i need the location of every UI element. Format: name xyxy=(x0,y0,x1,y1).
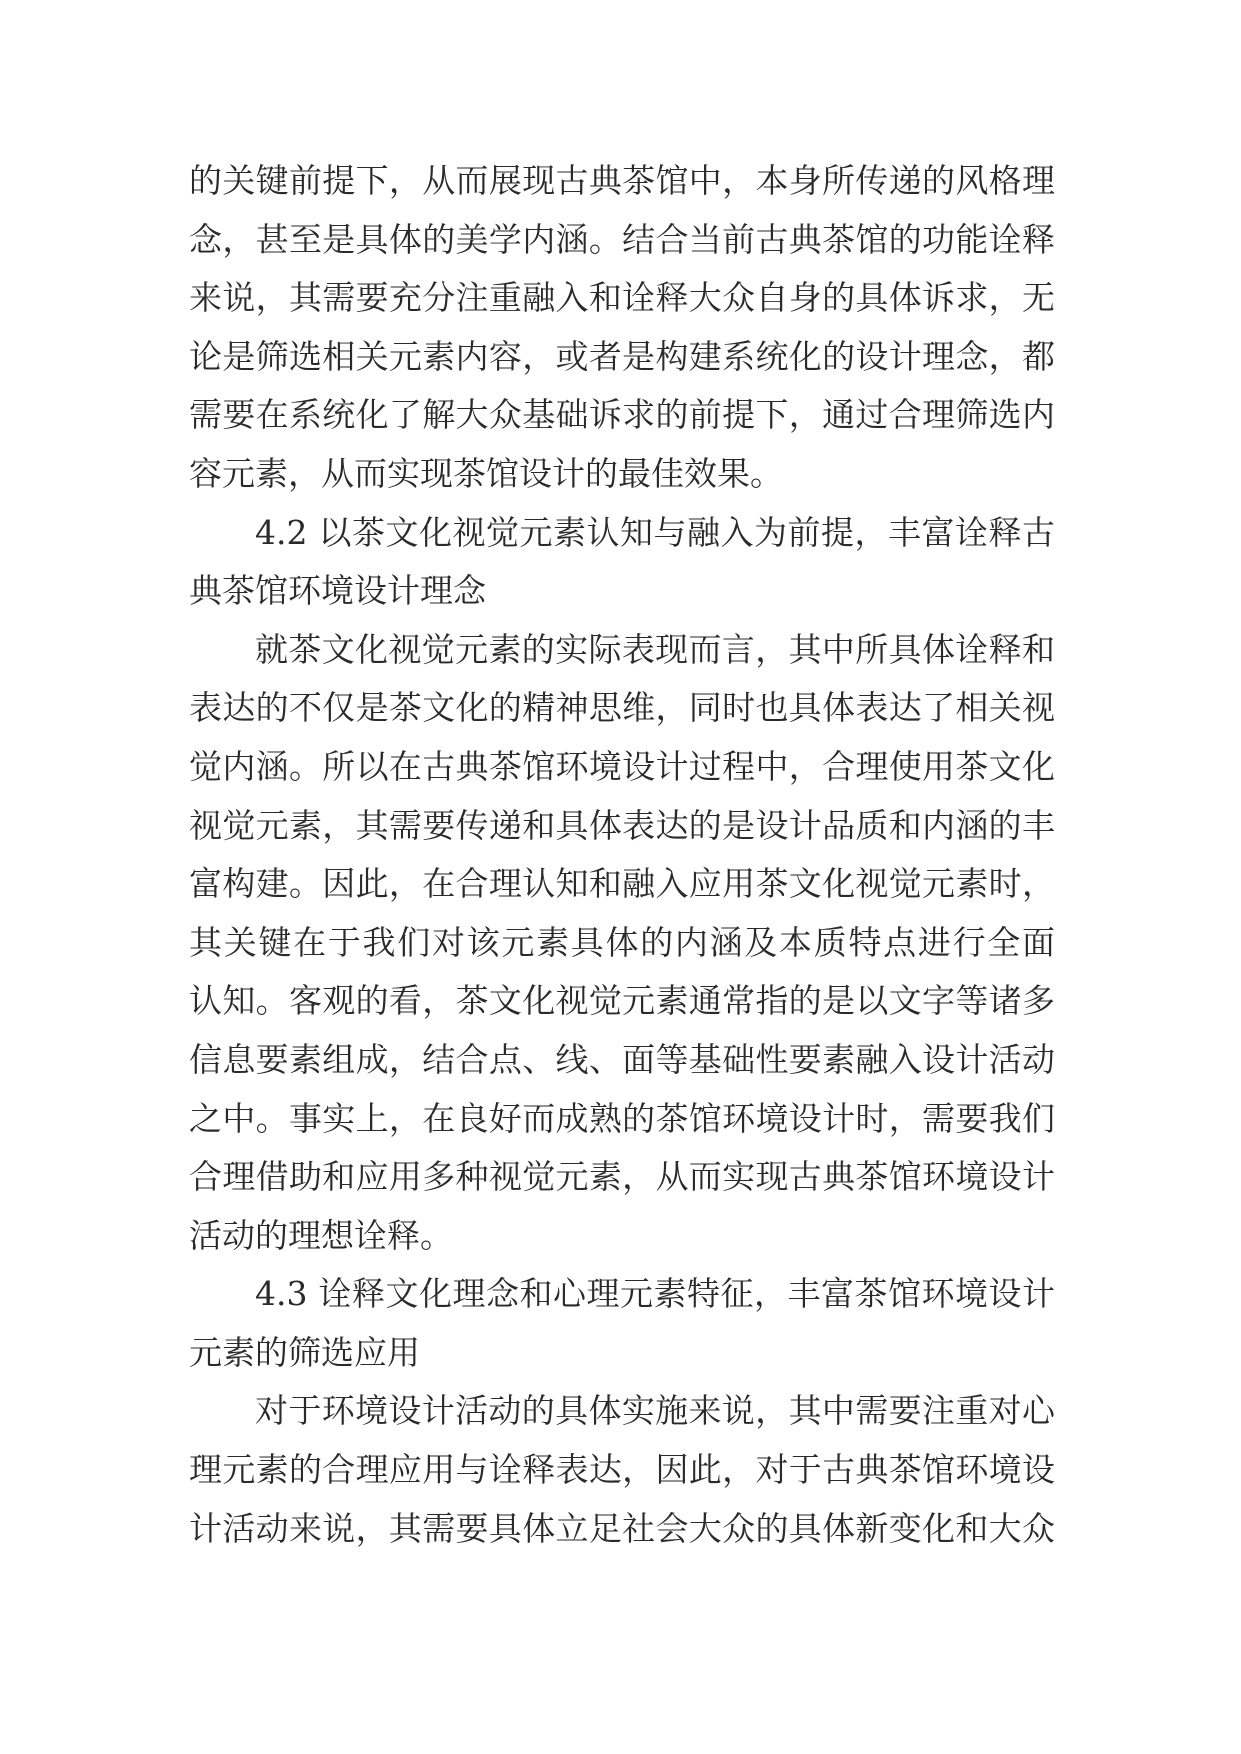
text-line: 对于环境设计活动的具体实施来说，其中需要注重对心 xyxy=(255,1391,1055,1431)
text-line: 计活动来说，其需要具体立足社会大众的具体新变化和大众 xyxy=(189,1508,1055,1548)
text-line: 信息要素组成，结合点、线、面等基础性要素融入设计活动 xyxy=(189,1039,1055,1079)
text-line: 视觉元素，其需要传递和具体表达的是设计品质和内涵的丰 xyxy=(189,805,1055,845)
text-line: 容元素，从而实现茶馆设计的最佳效果。 xyxy=(189,453,783,493)
text-line: 论是筛选相关元素内容，或者是构建系统化的设计理念，都 xyxy=(189,336,1055,376)
text-line: 的关键前提下，从而展现古典茶馆中，本身所传递的风格理 xyxy=(189,161,1055,200)
text-line: 表达的不仅是茶文化的精神思维，同时也具体表达了相关视 xyxy=(189,688,1055,728)
text-line: 4.2 以茶文化视觉元素认知与融入为前提，丰富诠释古 xyxy=(255,512,1055,552)
text-line: 富构建。因此，在合理认知和融入应用茶文化视觉元素时， xyxy=(189,864,1055,904)
text-line: 念，甚至是具体的美学内涵。结合当前古典茶馆的功能诠释 xyxy=(189,219,1055,259)
text-line: 元素的筛选应用 xyxy=(189,1332,420,1372)
text-line: 活动的理想诠释。 xyxy=(189,1215,453,1255)
text-line: 其关键在于我们对该元素具体的内涵及本质特点进行全面 xyxy=(189,922,1055,962)
text-line: 来说，其需要充分注重融入和诠释大众自身的具体诉求，无 xyxy=(189,278,1055,318)
text-line: 之中。事实上，在良好而成熟的茶馆环境设计时，需要我们 xyxy=(189,1098,1055,1138)
text-line: 合理借助和应用多种视觉元素，从而实现古典茶馆环境设计 xyxy=(189,1157,1055,1197)
text-line: 典茶馆环境设计理念 xyxy=(189,571,486,611)
text-line: 觉内涵。所以在古典茶馆环境设计过程中，合理使用茶文化 xyxy=(189,746,1055,786)
text-line: 理元素的合理应用与诠释表达，因此，对于古典茶馆环境设 xyxy=(189,1450,1055,1490)
text-line: 需要在系统化了解大众基础诉求的前提下，通过合理筛选内 xyxy=(189,395,1055,435)
text-line: 就茶文化视觉元素的实际表现而言，其中所具体诠释和 xyxy=(255,629,1055,669)
text-line: 认知。客观的看，茶文化视觉元素通常指的是以文字等诸多 xyxy=(189,981,1055,1021)
text-line: 4.3 诠释文化理念和心理元素特征，丰富茶馆环境设计 xyxy=(255,1274,1055,1314)
body-text xyxy=(189,152,1055,1558)
